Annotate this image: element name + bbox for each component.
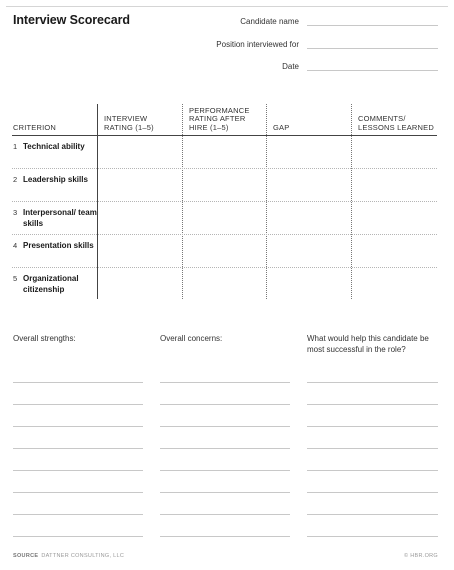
copyright: © HBR.ORG — [404, 553, 438, 559]
row-criterion: Organizational citizenship — [23, 274, 79, 294]
source-label: SOURCE — [13, 553, 39, 559]
row-number: 5 — [13, 274, 18, 283]
header-comments: COMMENTS/ LESSONS LEARNED — [358, 114, 434, 132]
writing-line[interactable] — [307, 515, 438, 537]
position-label: Position interviewed for — [216, 40, 299, 49]
writing-line[interactable] — [160, 361, 290, 383]
scorecard-table — [12, 104, 437, 301]
writing-line[interactable] — [13, 361, 143, 383]
concerns-heading: Overall concerns: — [160, 334, 223, 343]
page-title: Interview Scorecard — [13, 13, 130, 27]
header-criterion: CRITERION — [13, 122, 57, 132]
source-text: DATTNER CONSULTING, LLC — [41, 553, 125, 559]
writing-line[interactable] — [307, 405, 438, 427]
writing-line[interactable] — [13, 427, 143, 449]
writing-line[interactable] — [13, 471, 143, 493]
row-number: 2 — [13, 175, 18, 184]
position-field[interactable] — [216, 39, 438, 49]
row-criterion: Interpersonal/ team skills — [23, 208, 97, 228]
strengths-section — [13, 333, 143, 537]
header-interview-rating: INTERVIEW RATING (1–5) — [104, 114, 154, 132]
table-row[interactable] — [12, 169, 437, 202]
writing-line[interactable] — [160, 383, 290, 405]
writing-line[interactable] — [307, 427, 438, 449]
writing-line[interactable] — [307, 471, 438, 493]
table-body — [12, 136, 437, 301]
candidate-name-field[interactable] — [240, 16, 438, 26]
writing-line[interactable] — [307, 493, 438, 515]
writing-line[interactable] — [13, 493, 143, 515]
date-field[interactable] — [282, 61, 438, 71]
row-criterion: Technical ability — [23, 142, 85, 151]
row-number: 1 — [13, 142, 18, 151]
date-line[interactable] — [307, 61, 438, 71]
writing-line[interactable] — [160, 405, 290, 427]
row-number: 4 — [13, 241, 18, 250]
writing-line[interactable] — [13, 383, 143, 405]
position-line[interactable] — [307, 39, 438, 49]
row-number: 3 — [13, 208, 18, 217]
writing-line[interactable] — [13, 405, 143, 427]
row-criterion: Leadership skills — [23, 175, 88, 184]
table-row[interactable] — [12, 202, 437, 235]
table-row[interactable] — [12, 268, 437, 301]
writing-line[interactable] — [160, 493, 290, 515]
table-row[interactable] — [12, 136, 437, 169]
concerns-section — [160, 333, 290, 537]
header-gap: GAP — [273, 122, 290, 132]
writing-line[interactable] — [307, 449, 438, 471]
footer — [13, 553, 438, 559]
candidate-name-label: Candidate name — [240, 17, 299, 26]
candidate-name-line[interactable] — [307, 16, 438, 26]
writing-line[interactable] — [307, 361, 438, 383]
top-rule — [6, 6, 448, 7]
writing-line[interactable] — [160, 427, 290, 449]
writing-line[interactable] — [160, 471, 290, 493]
date-label: Date — [282, 62, 299, 71]
writing-line[interactable] — [160, 515, 290, 537]
success-help-section — [307, 333, 438, 537]
row-criterion: Presentation skills — [23, 241, 94, 250]
header-performance-rating: PERFORMANCE RATING AFTER HIRE (1–5) — [189, 105, 250, 132]
writing-line[interactable] — [160, 449, 290, 471]
strengths-heading: Overall strengths: — [13, 334, 76, 343]
success-help-heading: What would help this candidate be most successful in the role? — [307, 334, 429, 354]
writing-line[interactable] — [307, 383, 438, 405]
source-credit — [13, 553, 124, 559]
table-row[interactable] — [12, 235, 437, 268]
writing-line[interactable] — [13, 515, 143, 537]
table-header — [12, 104, 437, 136]
writing-line[interactable] — [13, 449, 143, 471]
